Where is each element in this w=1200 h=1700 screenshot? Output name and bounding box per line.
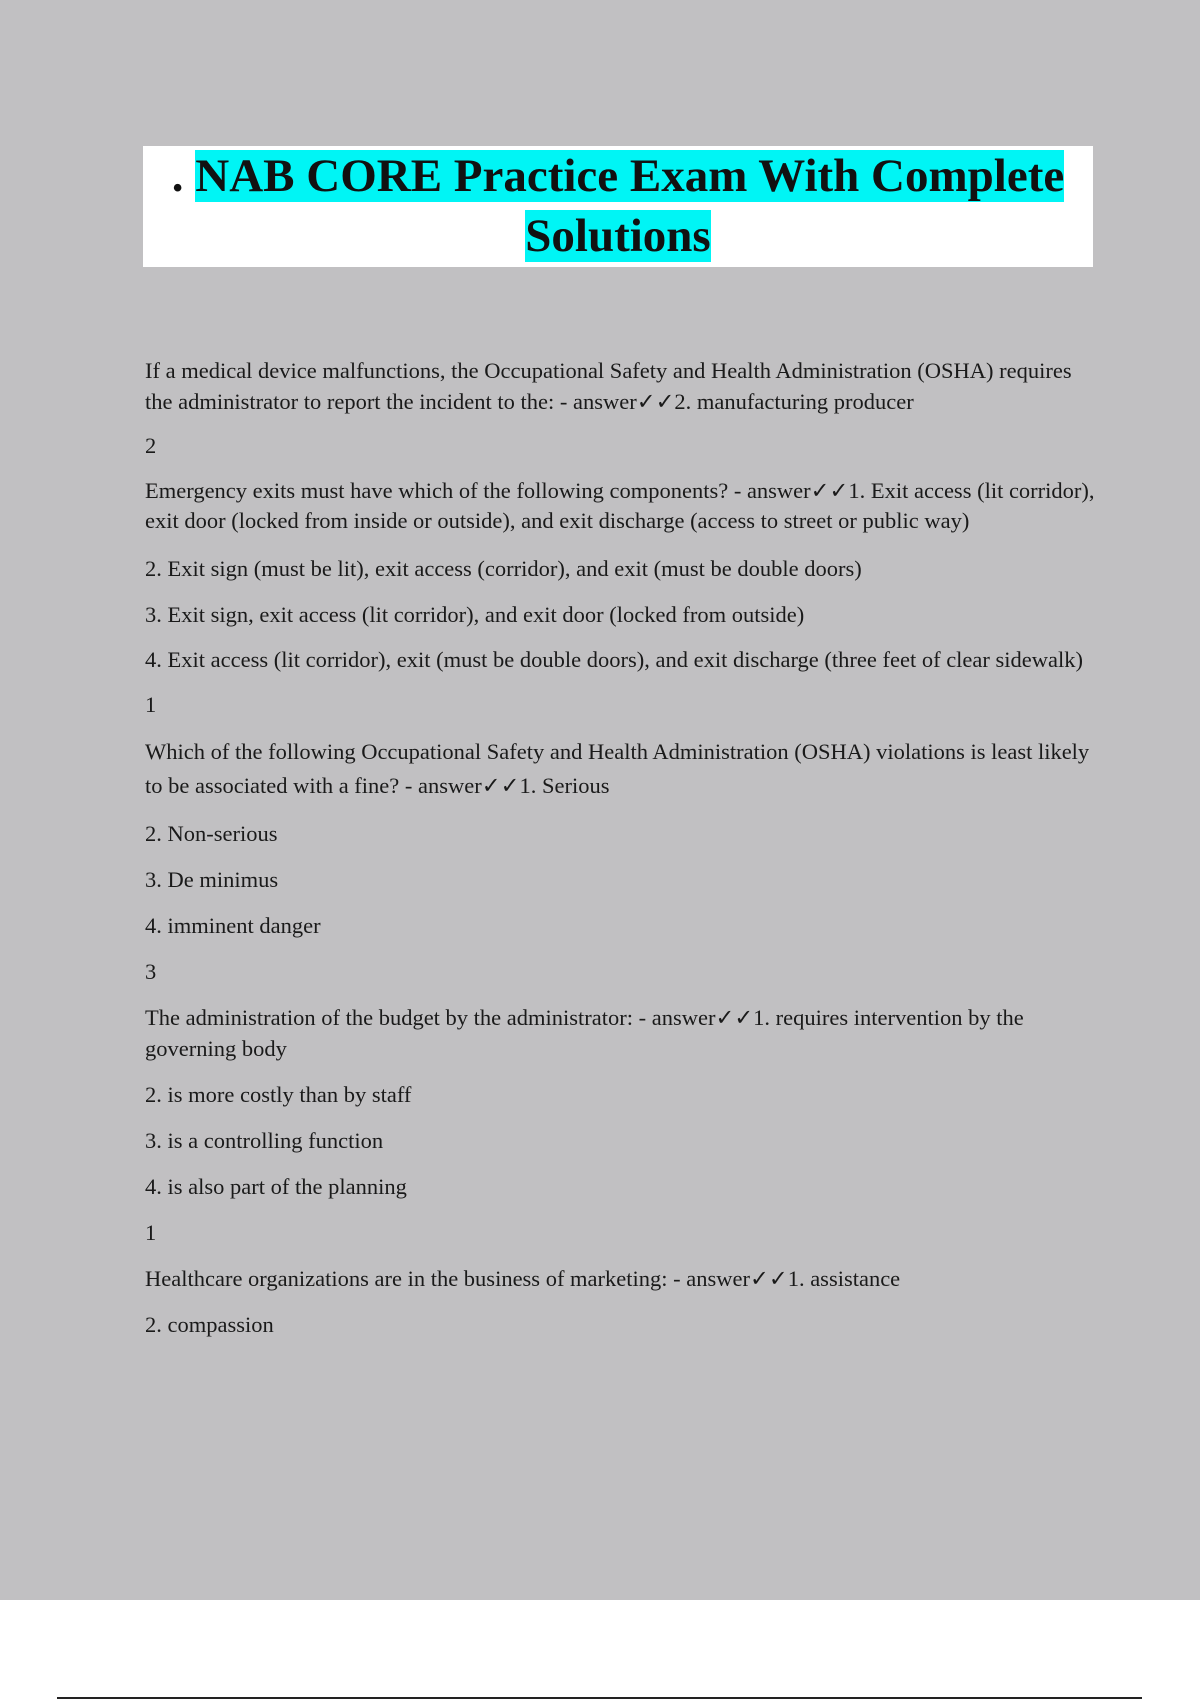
question-4-option-3: 3. is a controlling function bbox=[145, 1128, 384, 1153]
question-1-answer: 2 bbox=[145, 433, 157, 458]
title-prefix: . bbox=[171, 150, 196, 202]
question-3-option-3: 3. De minimus bbox=[145, 867, 279, 892]
question-2-option-2: 2. Exit sign (must be lit), exit access (corridor), and exit (must be double doors) bbox=[145, 556, 862, 581]
question-5-option-2: 2. compassion bbox=[145, 1312, 274, 1337]
title-line-2: Solutions bbox=[525, 210, 711, 262]
title-line-1: NAB CORE Practice Exam With Complete bbox=[195, 150, 1065, 202]
question-4-option-2: 2. is more costly than by staff bbox=[145, 1082, 412, 1107]
document-title bbox=[143, 146, 1093, 267]
question-3-answer: 3 bbox=[145, 959, 157, 984]
question-2-answer: 1 bbox=[145, 692, 157, 717]
question-3-option-4: 4. imminent danger bbox=[145, 913, 321, 938]
question-2-option-4: 4. Exit access (lit corridor), exit (must be double doors), and exit discharge (three feet of clear sidewalk) bbox=[145, 647, 1083, 672]
question-2-text: Emergency exits must have which of the following components? - answer✓✓1. Exit access (lit corridor), exit door (locked from inside or outside), and exit discharge (access to street or public way) bbox=[145, 478, 1095, 533]
question-4-option-4: 4. is also part of the planning bbox=[145, 1174, 407, 1199]
question-2-option-3: 3. Exit sign, exit access (lit corridor), and exit door (locked from outside) bbox=[145, 602, 805, 627]
question-4-text: The administration of the budget by the administrator: - answer✓✓1. requires intervention by the governing body bbox=[145, 1005, 1024, 1061]
question-4-answer: 1 bbox=[145, 1220, 157, 1245]
question-1-text: If a medical device malfunctions, the Occupational Safety and Health Administration (OSHA) requires the administrator to report the incident to the: - answer✓✓2. manufacturing producer bbox=[145, 358, 1072, 414]
question-5-text: Healthcare organizations are in the business of marketing: - answer✓✓1. assistance bbox=[145, 1266, 901, 1291]
bottom-divider bbox=[57, 1697, 1142, 1699]
question-3-option-2: 2. Non-serious bbox=[145, 821, 278, 846]
question-3-text: Which of the following Occupational Safety and Health Administration (OSHA) violations is least likely to be associated with a fine? - answer✓✓1. Serious bbox=[145, 739, 1090, 798]
document-body bbox=[145, 355, 1095, 1340]
